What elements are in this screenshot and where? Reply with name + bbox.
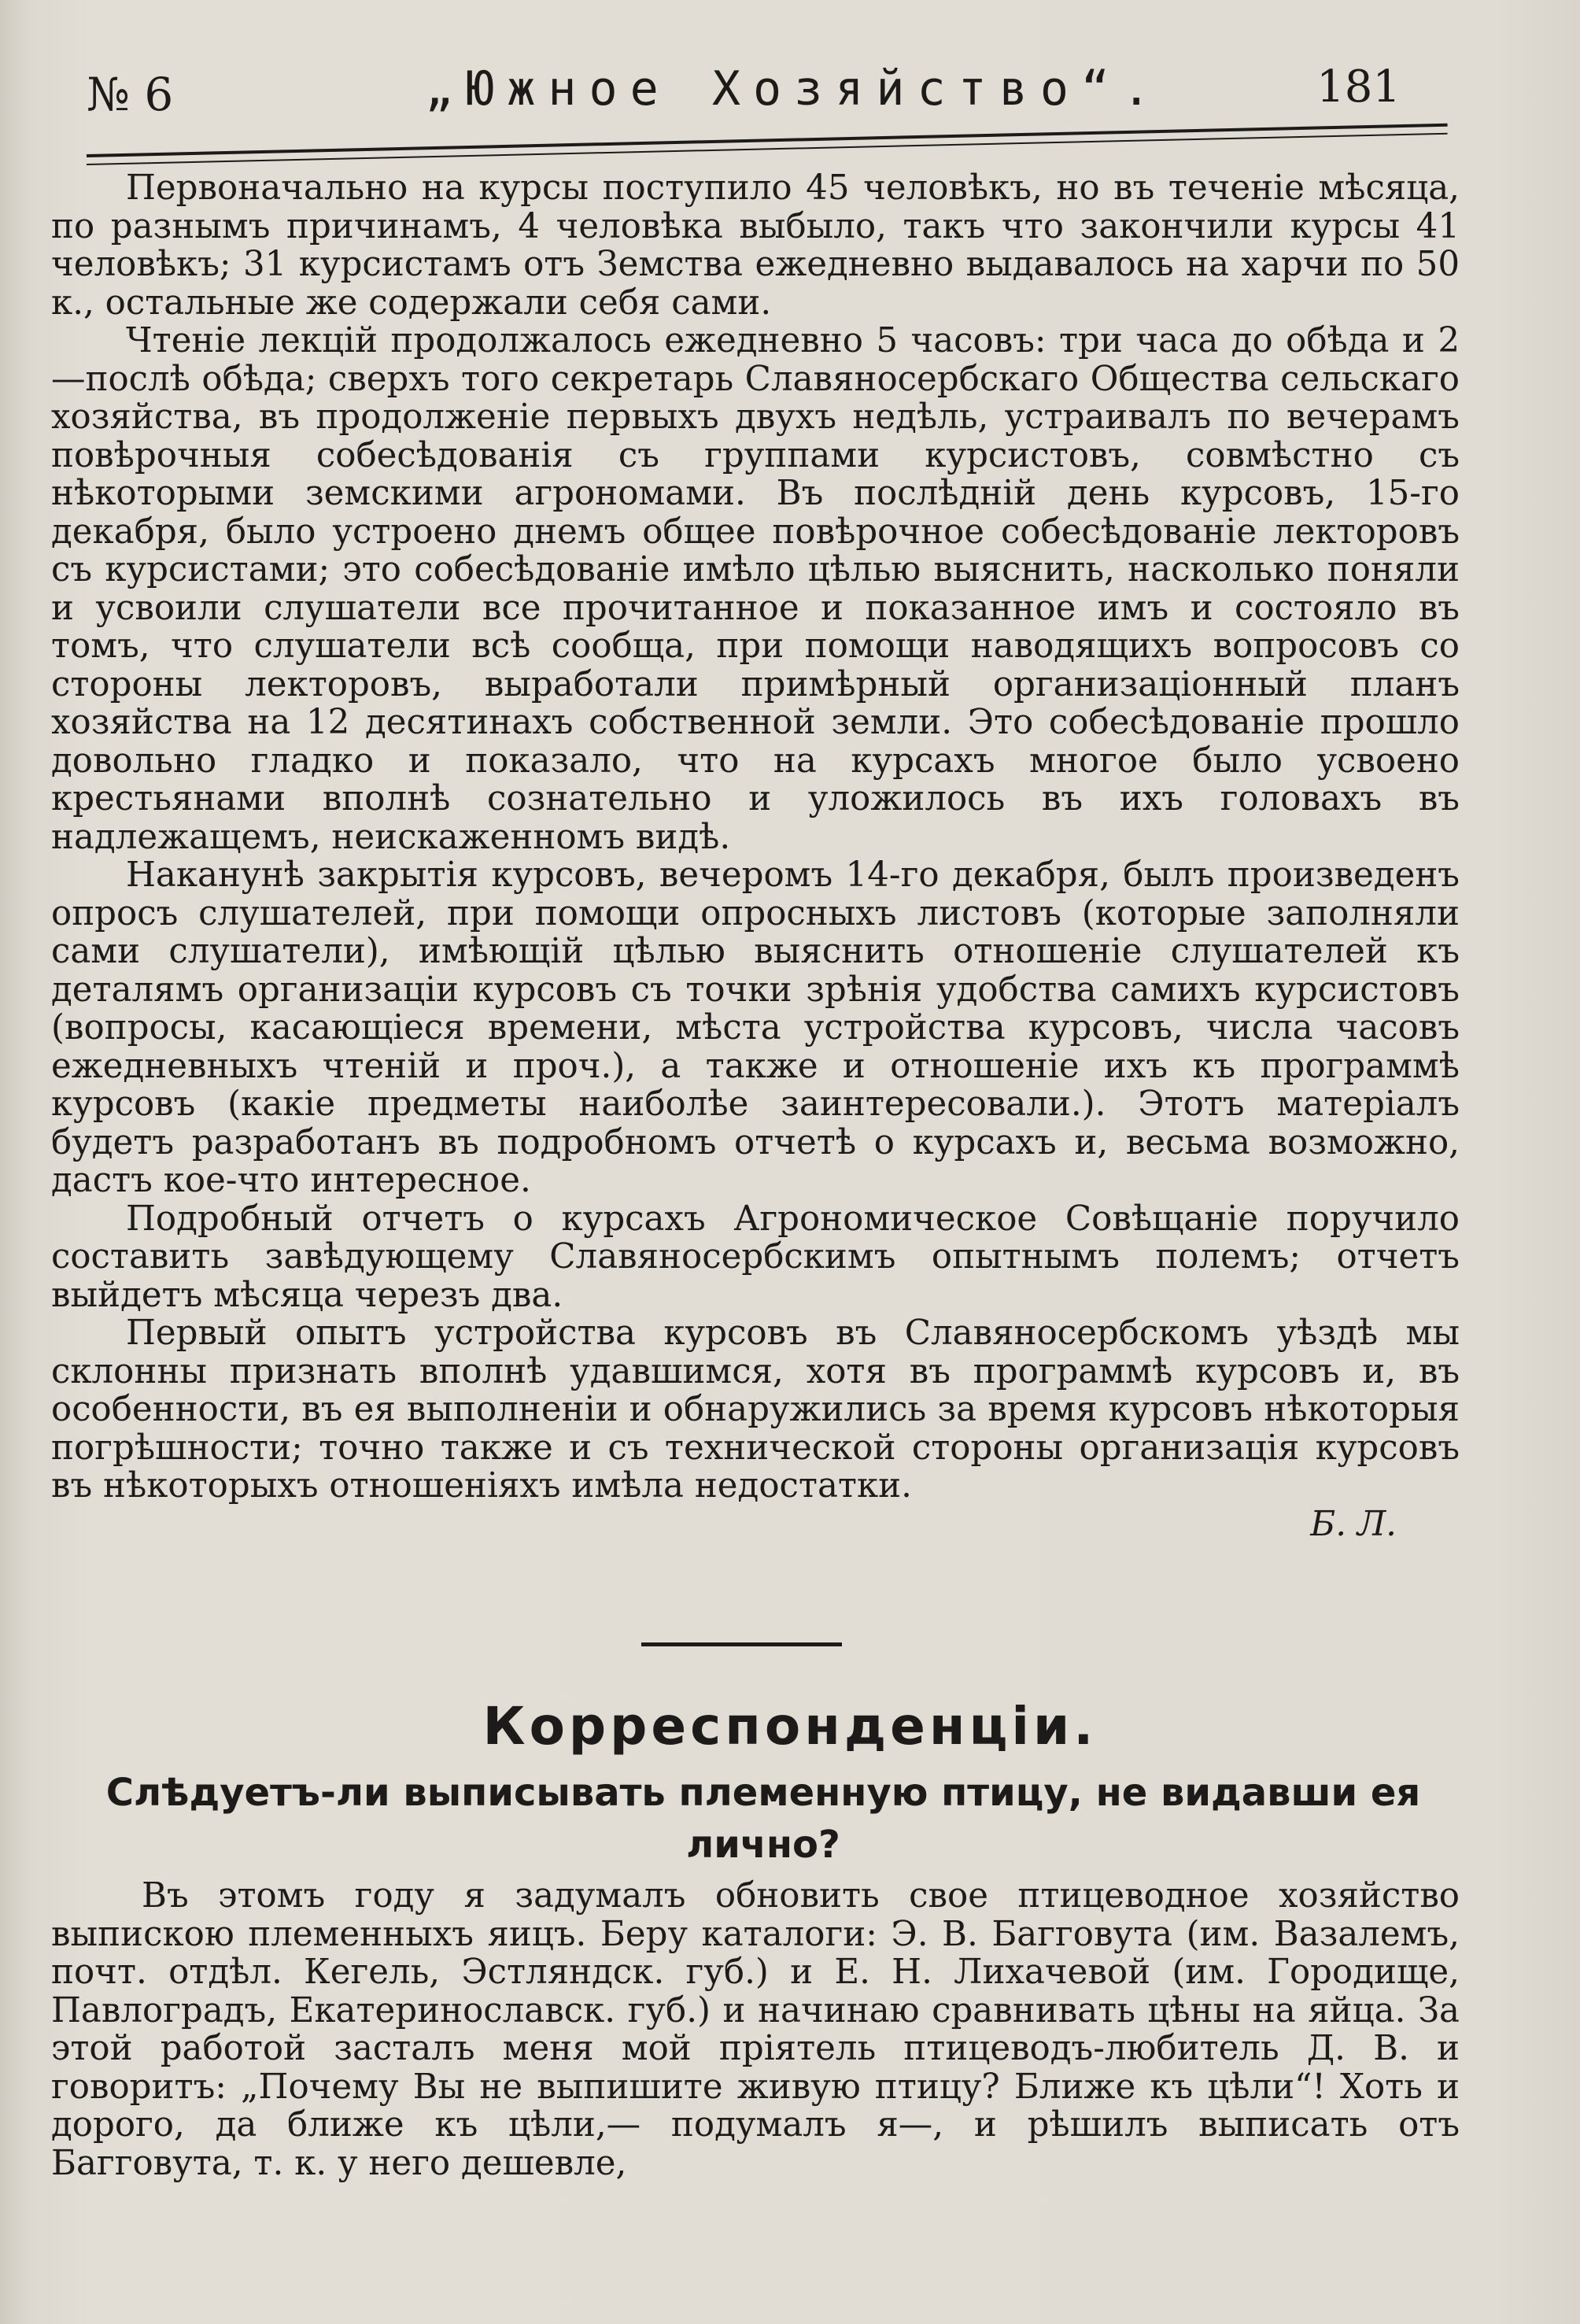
journal-title: „Южное Хозяйство“. xyxy=(425,61,1164,116)
page-number: 181 xyxy=(1316,61,1401,113)
paragraph: Въ этомъ году я задумалъ обновить свое птицеводное хозяйство выпискою племенныхъ яицъ. Беру каталоги: Э. В. Багговута (им. Вазалемъ, почт. отдѣл. Кегель, Эстляндск. губ.) и Е. Н. Лихачевой (им. Городище, Павлоградъ, Екатеринославск. губ.) и начинаю сравнивать цѣны на яйца. За этой работой засталъ меня мой пріятель птицеводъ-любитель Д. В. и говоритъ: „Почему Вы не выпишите живую птицу? Ближе къ цѣли“! Хоть и дорого, да ближе къ цѣли,— подумалъ я—, и рѣшилъ выписать отъ Багговута, т. к. у него дешевле, xyxy=(51,1876,1460,2183)
paragraph: Чтеніе лекцій продолжалось ежедневно 5 часовъ: три часа до обѣда и 2—послѣ обѣда; сверхъ того секретарь Славяносербскаго Общества сельскаго хозяйства, въ продолженіе первыхъ двухъ недѣль, устраивалъ по вечерамъ повѣрочныя собесѣдованія съ группами курсистовъ, совмѣстно съ нѣкоторыми земскими агрономами. Въ послѣдній день курсовъ, 15-го декабря, было устроено днемъ общее повѣрочное собесѣдованіе лекторовъ съ курсистами; это собесѣдованіе имѣло цѣлью выяснить, насколько поняли и усвоили слушатели все прочитанное и показанное имъ и состояло въ томъ, что слушатели всѣ сообща, при помощи наводящихъ вопросовъ со стороны лекторовъ, выработали примѣрный организаціонный планъ хозяйства на 12 десятинахъ собственной земли. Это собесѣдованіе прошло довольно гладко и показало, что на курсахъ многое было усвоено крестьянами вполнѣ сознательно и уложилось въ ихъ головахъ въ надлежащемъ, неискаженномъ видѣ. xyxy=(51,321,1460,857)
issue-number: № 6 xyxy=(87,68,174,121)
paragraph: Первый опытъ устройства курсовъ въ Славяносербскомъ уѣздѣ мы склонны признать вполнѣ удавшимся, хотя въ программѣ курсовъ и, въ особенности, въ ея выполненіи и обнаружились за время курсовъ нѣкоторыя погрѣшности; точно также и съ технической стороны организація курсовъ въ нѣкоторыхъ отношеніяхъ имѣла недостатки. xyxy=(51,1313,1460,1506)
page-header xyxy=(87,61,1448,124)
report-text xyxy=(51,169,1460,1543)
section-divider xyxy=(641,1642,842,1646)
author-signature: Б. Л. xyxy=(1310,1504,1397,1544)
article-title: Слѣдуетъ-ли выписывать племенную птицу, не видавши ея лично? xyxy=(105,1771,1421,1867)
paragraph: Подробный отчетъ о курсахъ Агрономическое Совѣщаніе поручило составить завѣдующему Славяносербскимъ опытнымъ полемъ; отчетъ выйдетъ мѣсяца черезъ два. xyxy=(51,1199,1460,1315)
header-rule xyxy=(87,124,1448,157)
paragraph: Наканунѣ закрытія курсовъ, вечеромъ 14-го декабря, былъ произведенъ опросъ слушателей, при помощи опросныхъ листовъ (которые заполняли сами слушатели), имѣющій цѣлью выяснить отношеніе слушателей къ деталямъ организаціи курсовъ съ точки зрѣнія удобства самихъ курсистовъ (вопросы, касающіеся времени, мѣста устройства курсовъ, числа часовъ ежедневныхъ чтеній и проч.), а также и отношеніе ихъ къ программѣ курсовъ (какіе предметы наиболѣе заинтересовали.). Этотъ матеріалъ будетъ разработанъ въ подробномъ отчетѣ о курсахъ и, весьма возможно, дастъ кое-что интересное. xyxy=(51,855,1460,1200)
article-text xyxy=(51,1877,1460,2182)
section-heading: Корреспонденціи. xyxy=(482,1696,1098,1757)
paragraph: Первоначально на курсы поступило 45 человѣкъ, но въ теченіе мѣсяца, по разнымъ причинамъ, 4 человѣка выбыло, такъ что закончили курсы 41 человѣкъ; 31 курсистамъ отъ Земства ежедневно выдавалось на харчи по 50 к., остальные же содержали себя сами. xyxy=(51,168,1460,323)
